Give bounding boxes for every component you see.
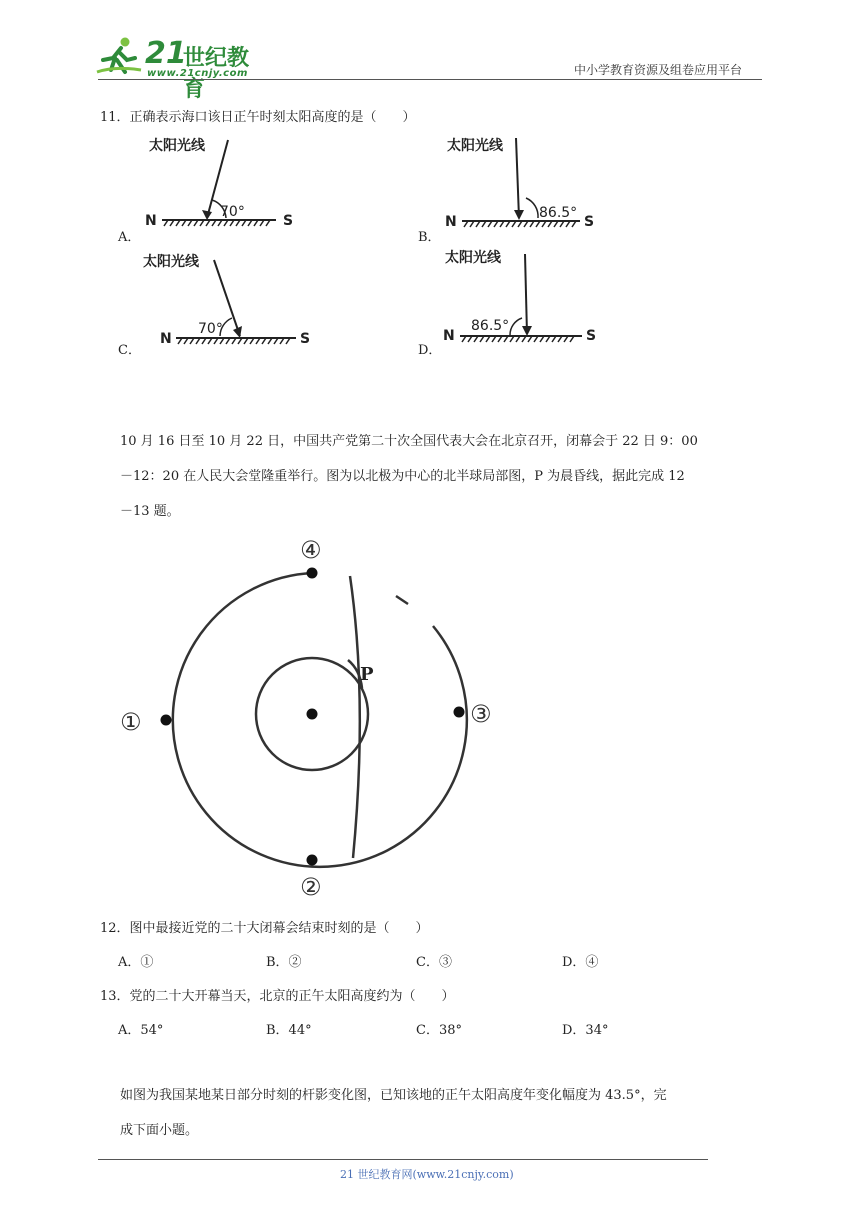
- south-label: S: [283, 213, 294, 229]
- q11-stem: 11．正确表示海口该日正午时刻太阳高度的是（ ）: [100, 110, 416, 125]
- angle-label: 86.5°: [471, 318, 510, 334]
- header-platform-text: 中小学教育资源及组卷应用平台: [574, 63, 743, 77]
- runner-logo-icon: [95, 36, 147, 76]
- q13-option-a: A．54°: [118, 1023, 164, 1038]
- q12-option-a: A．①: [118, 955, 154, 970]
- header-divider: [98, 79, 762, 80]
- north-pole-dot: [307, 709, 318, 720]
- q11-option-d-letter: D．: [418, 343, 442, 358]
- q12-stem: 12．图中最接近党的二十大闭幕会结束时刻的是（ ）: [100, 921, 429, 936]
- passage-line: －12：20 在人民大会堂隆重举行。图为以北极为中心的北半球局部图，P 为晨昏线，据此完成 12: [120, 469, 685, 484]
- q11-option-a-diagram: [140, 130, 310, 240]
- south-label: S: [586, 328, 597, 344]
- sun-ray-label: 太阳光线: [149, 138, 205, 154]
- north-label: N: [160, 331, 172, 347]
- q12-option-d: D．④: [562, 955, 599, 970]
- q11-option-c-diagram: [140, 246, 325, 356]
- q12-option-c: C．③: [416, 955, 452, 970]
- q11-option-a-letter: A．: [118, 230, 141, 245]
- point-2-dot: [307, 855, 318, 866]
- passage-line: 如图为我国某地某日部分时刻的杆影变化图，已知该地的正午太阳高度年变化幅度为 43.5°，完: [120, 1088, 667, 1103]
- passage-line: 10 月 16 日至 10 月 22 日，中国共产党第二十次全国代表大会在北京召开，闭幕会于 22 日 9：00: [120, 434, 698, 449]
- q12-option-b: B．②: [266, 955, 302, 970]
- q11-option-d-diagram: [440, 240, 610, 355]
- outer-circle-dash: [396, 596, 408, 604]
- passage-line: 成下面小题。: [120, 1123, 199, 1138]
- p-label: P: [360, 664, 374, 685]
- polar-map-diagram: [110, 530, 510, 905]
- angle-label: 86.5°: [539, 205, 578, 221]
- logo-url: www.21cnjy.com: [147, 68, 248, 79]
- footer-text[interactable]: 21 世纪教育网(www.21cnjy.com): [340, 1168, 514, 1181]
- angle-label: 70°: [220, 204, 245, 220]
- point-4-label: ④: [300, 536, 322, 564]
- q13-stem: 13．党的二十大开幕当天，北京的正午太阳高度约为（ ）: [100, 989, 455, 1004]
- header-logo: [95, 34, 265, 102]
- footer-divider: [98, 1159, 708, 1160]
- logo-number: 21: [145, 36, 187, 71]
- q11-option-b-letter: B．: [418, 230, 441, 245]
- point-1-dot: [161, 715, 172, 726]
- point-2-label: ②: [300, 873, 322, 901]
- q13-option-b: B．44°: [266, 1023, 312, 1038]
- point-1-label: ①: [120, 708, 142, 736]
- logo-text: 世纪教育: [183, 46, 250, 102]
- q13-option-c: C．38°: [416, 1023, 462, 1038]
- sun-ray-label: 太阳光线: [447, 138, 503, 154]
- angle-label: 70°: [198, 321, 223, 337]
- south-label: S: [300, 331, 311, 347]
- terminator-line-p: [350, 576, 360, 858]
- point-3-dot: [454, 707, 465, 718]
- south-label: S: [584, 214, 595, 230]
- sun-ray-label: 太阳光线: [143, 254, 199, 270]
- north-label: N: [145, 213, 157, 229]
- north-label: N: [443, 328, 455, 344]
- q13-option-d: D．34°: [562, 1023, 609, 1038]
- passage-line: －13 题。: [120, 504, 180, 519]
- q11-option-c-letter: C．: [118, 343, 141, 358]
- sun-ray-label: 太阳光线: [445, 250, 501, 266]
- outer-circle: [173, 573, 467, 867]
- q11-option-b-diagram: [440, 130, 610, 240]
- point-4-dot: [307, 568, 318, 579]
- point-3-label: ③: [470, 700, 492, 728]
- north-label: N: [445, 214, 457, 230]
